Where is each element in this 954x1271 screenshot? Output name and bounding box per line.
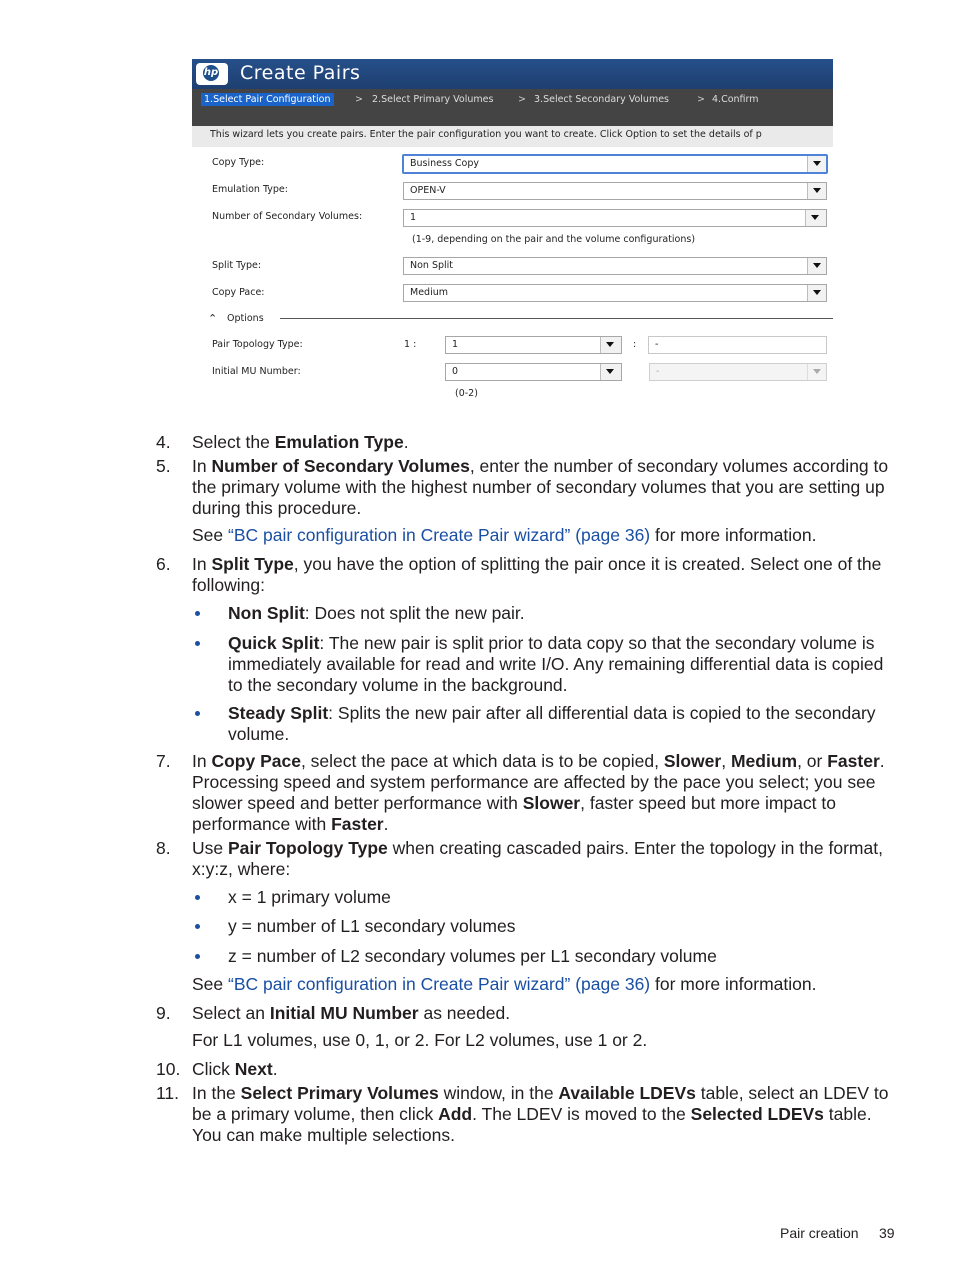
text: , faster speed but more impact to performance with bbox=[192, 793, 836, 834]
copy-type-select[interactable] bbox=[402, 154, 828, 174]
term: Number of Secondary Volumes bbox=[211, 456, 470, 476]
chevron-down-icon[interactable] bbox=[807, 156, 826, 172]
text: window, in the bbox=[438, 1083, 559, 1103]
emulation-type-value: OPEN-V bbox=[410, 185, 446, 196]
chevron-down-icon[interactable] bbox=[807, 183, 826, 199]
step-number: 7. bbox=[156, 751, 171, 771]
text: Select the bbox=[192, 432, 275, 452]
term: Faster bbox=[331, 814, 384, 834]
step-select-secondary-volumes[interactable]: 3.Select Secondary Volumes bbox=[534, 94, 670, 105]
num-secondary-label: Number of Secondary Volumes: bbox=[212, 211, 363, 222]
text: , select the pace at which data is to be copied, bbox=[300, 751, 664, 771]
num-secondary-value: 1 bbox=[410, 212, 417, 223]
text: : The new pair is split prior to data copy so that the secondary volume is immediately available for read and write I/O. Any remaining differential data is copied to the secondary volume in the background. bbox=[228, 633, 884, 695]
step-separator: > bbox=[697, 94, 705, 105]
bullet-steady-split bbox=[228, 703, 897, 745]
text: : Does not split the new pair. bbox=[304, 603, 525, 623]
pair-topology-z-field[interactable] bbox=[648, 336, 827, 354]
term: Slower bbox=[522, 793, 581, 813]
hp-logo: hp bbox=[196, 63, 228, 85]
pair-topology-y-value: 1 bbox=[452, 339, 459, 350]
cross-reference-link[interactable]: “BC pair configuration in Create Pair wizard” (page 36) bbox=[228, 974, 651, 994]
text: In the bbox=[192, 1083, 241, 1103]
step-9 bbox=[156, 1003, 897, 1024]
step-select-primary-volumes[interactable]: 2.Select Primary Volumes bbox=[372, 94, 494, 105]
term: Add bbox=[438, 1104, 473, 1124]
text: as needed. bbox=[418, 1003, 511, 1023]
chevron-down-icon[interactable] bbox=[600, 337, 621, 353]
text: , you have the option of splitting the pair once it is created. Select one of the following: bbox=[192, 554, 882, 595]
step-11 bbox=[156, 1083, 897, 1146]
step-6 bbox=[156, 554, 897, 596]
step-confirm[interactable]: 4.Confirm bbox=[712, 94, 759, 105]
step-8 bbox=[156, 838, 897, 880]
text: table. You can make multiple selections. bbox=[192, 1104, 872, 1145]
emulation-type-label: Emulation Type: bbox=[212, 184, 288, 195]
copy-pace-select[interactable] bbox=[403, 284, 827, 302]
text: Click bbox=[192, 1059, 235, 1079]
chevron-down-icon bbox=[807, 364, 826, 380]
pair-topology-colon: : bbox=[633, 339, 637, 350]
wizard-title: Create Pairs bbox=[240, 62, 361, 84]
step-4 bbox=[156, 432, 897, 453]
copy-pace-value: Medium bbox=[410, 287, 448, 298]
text: In bbox=[192, 751, 212, 771]
step-separator: > bbox=[355, 94, 363, 105]
num-secondary-hint: (1-9, depending on the pair and the volume configurations) bbox=[412, 234, 696, 245]
bullet-y: y = number of L1 secondary volumes bbox=[228, 916, 897, 937]
pair-topology-label: Pair Topology Type: bbox=[212, 339, 303, 350]
term: Quick Split bbox=[228, 633, 320, 653]
copy-pace-label: Copy Pace: bbox=[212, 287, 265, 298]
term: Medium bbox=[730, 751, 798, 771]
step-number: 11. bbox=[156, 1083, 180, 1103]
text: See bbox=[192, 974, 228, 994]
text: Select an bbox=[192, 1003, 270, 1023]
text: . bbox=[383, 814, 389, 834]
text: . Processing speed and system performance are affected by the pace you select; you see slower speed and better performance with bbox=[192, 751, 885, 813]
wizard-step-bar bbox=[192, 89, 833, 126]
initial-mu-hint: (0-2) bbox=[455, 388, 478, 399]
wizard-intro-text: This wizard lets you create pairs. Enter the pair configuration you want to create. Click Option to set the details of p bbox=[210, 129, 762, 140]
term: Slower bbox=[663, 751, 722, 771]
term: Initial MU Number bbox=[269, 1003, 419, 1023]
text: Use bbox=[192, 838, 228, 858]
split-type-select[interactable] bbox=[403, 257, 827, 275]
chevron-down-icon[interactable] bbox=[807, 258, 826, 274]
term: Split Type bbox=[211, 554, 294, 574]
text: : Splits the new pair after all differential data is copied to the secondary volume. bbox=[228, 703, 876, 744]
text: . bbox=[403, 432, 409, 452]
initial-mu-label: Initial MU Number: bbox=[212, 366, 301, 377]
bullet-z: z = number of L2 secondary volumes per L1 secondary volume bbox=[228, 946, 897, 967]
term: Non Split bbox=[228, 603, 305, 623]
initial-mu-second-select bbox=[649, 363, 827, 381]
term: Emulation Type bbox=[274, 432, 404, 452]
step-10 bbox=[156, 1059, 897, 1080]
step-number: 4. bbox=[156, 432, 171, 452]
footer-section: Pair creation bbox=[780, 1225, 859, 1241]
step-separator: > bbox=[518, 94, 526, 105]
text: table, select an LDEV to be a primary volume, then click bbox=[192, 1083, 889, 1124]
see-reference-1 bbox=[192, 525, 897, 546]
wizard-intro bbox=[192, 126, 833, 147]
text: when creating cascaded pairs. Enter the topology in the format, x:y:z, where: bbox=[192, 838, 883, 879]
options-divider bbox=[280, 318, 833, 319]
step-7 bbox=[156, 751, 897, 835]
see-reference-2 bbox=[192, 974, 897, 995]
term: Next bbox=[234, 1059, 273, 1079]
text: . The LDEV is moved to the bbox=[472, 1104, 691, 1124]
step-number: 9. bbox=[156, 1003, 171, 1023]
bullet-non-split bbox=[228, 603, 897, 624]
copy-type-value: Business Copy bbox=[410, 158, 480, 169]
step-number: 6. bbox=[156, 554, 171, 574]
term: Steady Split bbox=[228, 703, 329, 723]
num-secondary-combo[interactable] bbox=[403, 209, 827, 227]
text: In bbox=[192, 554, 212, 574]
text: See bbox=[192, 525, 228, 545]
bullet-x: x = 1 primary volume bbox=[228, 887, 897, 908]
text: for more information. bbox=[650, 525, 817, 545]
initial-mu-select[interactable] bbox=[445, 363, 622, 381]
initial-mu-value: 0 bbox=[452, 366, 459, 377]
cross-reference-link[interactable]: “BC pair configuration in Create Pair wizard” (page 36) bbox=[228, 525, 651, 545]
split-type-label: Split Type: bbox=[212, 260, 262, 271]
term: Available LDEVs bbox=[558, 1083, 696, 1103]
chevron-down-icon[interactable] bbox=[600, 364, 621, 380]
pair-topology-z-value: - bbox=[655, 339, 659, 350]
bullet-quick-split bbox=[228, 633, 897, 696]
initial-mu-second-value: - bbox=[656, 366, 660, 377]
term: Pair Topology Type bbox=[227, 838, 388, 858]
collapse-icon[interactable]: ⌃ bbox=[208, 312, 218, 325]
page-number: 39 bbox=[879, 1225, 895, 1241]
text: . bbox=[272, 1059, 278, 1079]
step-select-pair-configuration[interactable]: 1.Select Pair Configuration bbox=[201, 93, 334, 106]
text: , enter the number of secondary volumes according to the primary volume with the highest number of secondary volumes that you are setting up during this procedure. bbox=[192, 456, 889, 518]
chevron-down-icon[interactable] bbox=[805, 210, 826, 226]
step-number: 10. bbox=[156, 1059, 181, 1079]
split-type-value: Non Split bbox=[410, 260, 454, 271]
chevron-down-icon[interactable] bbox=[807, 285, 826, 301]
text: , or bbox=[797, 751, 828, 771]
text: , bbox=[721, 751, 731, 771]
step-number: 5. bbox=[156, 456, 171, 476]
copy-type-label: Copy Type: bbox=[212, 157, 265, 168]
wizard-titlebar bbox=[192, 59, 833, 89]
text: for more information. bbox=[650, 974, 817, 994]
pair-topology-prefix: 1 : bbox=[404, 339, 417, 350]
term: Copy Pace bbox=[211, 751, 301, 771]
options-toggle[interactable]: Options bbox=[227, 313, 264, 324]
pair-topology-y-select[interactable] bbox=[445, 336, 622, 354]
text: In bbox=[192, 456, 212, 476]
step-number: 8. bbox=[156, 838, 171, 858]
emulation-type-select[interactable] bbox=[403, 182, 827, 200]
step-9-note: For L1 volumes, use 0, 1, or 2. For L2 volumes, use 1 or 2. bbox=[192, 1030, 648, 1050]
create-pairs-screenshot bbox=[192, 59, 833, 409]
term: Select Primary Volumes bbox=[240, 1083, 439, 1103]
step-5 bbox=[156, 456, 897, 519]
term: Selected LDEVs bbox=[690, 1104, 824, 1124]
term: Faster bbox=[827, 751, 880, 771]
